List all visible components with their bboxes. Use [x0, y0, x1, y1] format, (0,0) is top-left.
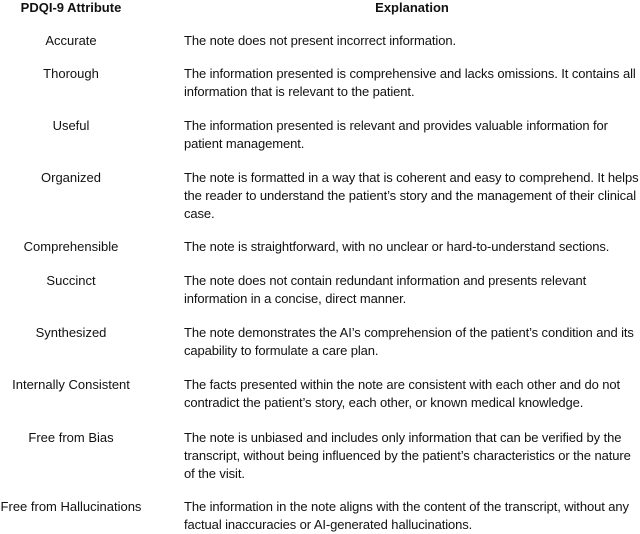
- explanation-cell: The note is unbiased and includes only information that can be verified by the transcript, without being influenced by the patient’s characteristics or the nature of the visit.: [184, 430, 631, 481]
- attribute-cell: Comprehensible: [23, 239, 119, 254]
- explanation-cell: The note does not contain redundant information and presents relevant information in a concise, direct manner.: [184, 273, 587, 306]
- explanation-cell: The note does not present incorrect information.: [184, 33, 456, 48]
- explanation-cell: The facts presented within the note are consistent with each other and do not contradict the patient’s story, each other, or known medical knowledge.: [184, 377, 621, 410]
- column-header-explanation: Explanation: [375, 0, 449, 15]
- attribute-cell: Internally Consistent: [12, 377, 130, 392]
- attribute-cell: Succinct: [46, 273, 96, 288]
- column-header-attribute: PDQI-9 Attribute: [20, 0, 122, 15]
- attribute-cell: Synthesized: [35, 325, 107, 340]
- attribute-cell: Free from Hallucinations: [0, 499, 142, 514]
- attribute-cell: Thorough: [43, 66, 99, 81]
- explanation-cell: The information presented is relevant and provides valuable information for patient management.: [184, 118, 608, 151]
- explanation-cell: The note is formatted in a way that is coherent and easy to comprehend. It helps the reader to understand the patient’s story and the management of their clinical case.: [184, 170, 639, 221]
- explanation-cell: The information presented is comprehensive and lacks omissions. It contains all information that is relevant to the patient.: [184, 66, 636, 99]
- attribute-cell: Accurate: [45, 33, 97, 48]
- explanation-cell: The note is straightforward, with no unclear or hard-to-understand sections.: [184, 239, 610, 254]
- explanation-cell: The information in the note aligns with the content of the transcript, without any factual inaccuracies or AI-generated hallucinations.: [184, 499, 629, 532]
- attribute-cell: Organized: [41, 170, 101, 185]
- explanation-cell: The note demonstrates the AI’s comprehension of the patient’s condition and its capability to formulate a care plan.: [184, 325, 634, 358]
- attribute-cell: Free from Bias: [28, 430, 114, 445]
- attribute-cell: Useful: [52, 118, 90, 133]
